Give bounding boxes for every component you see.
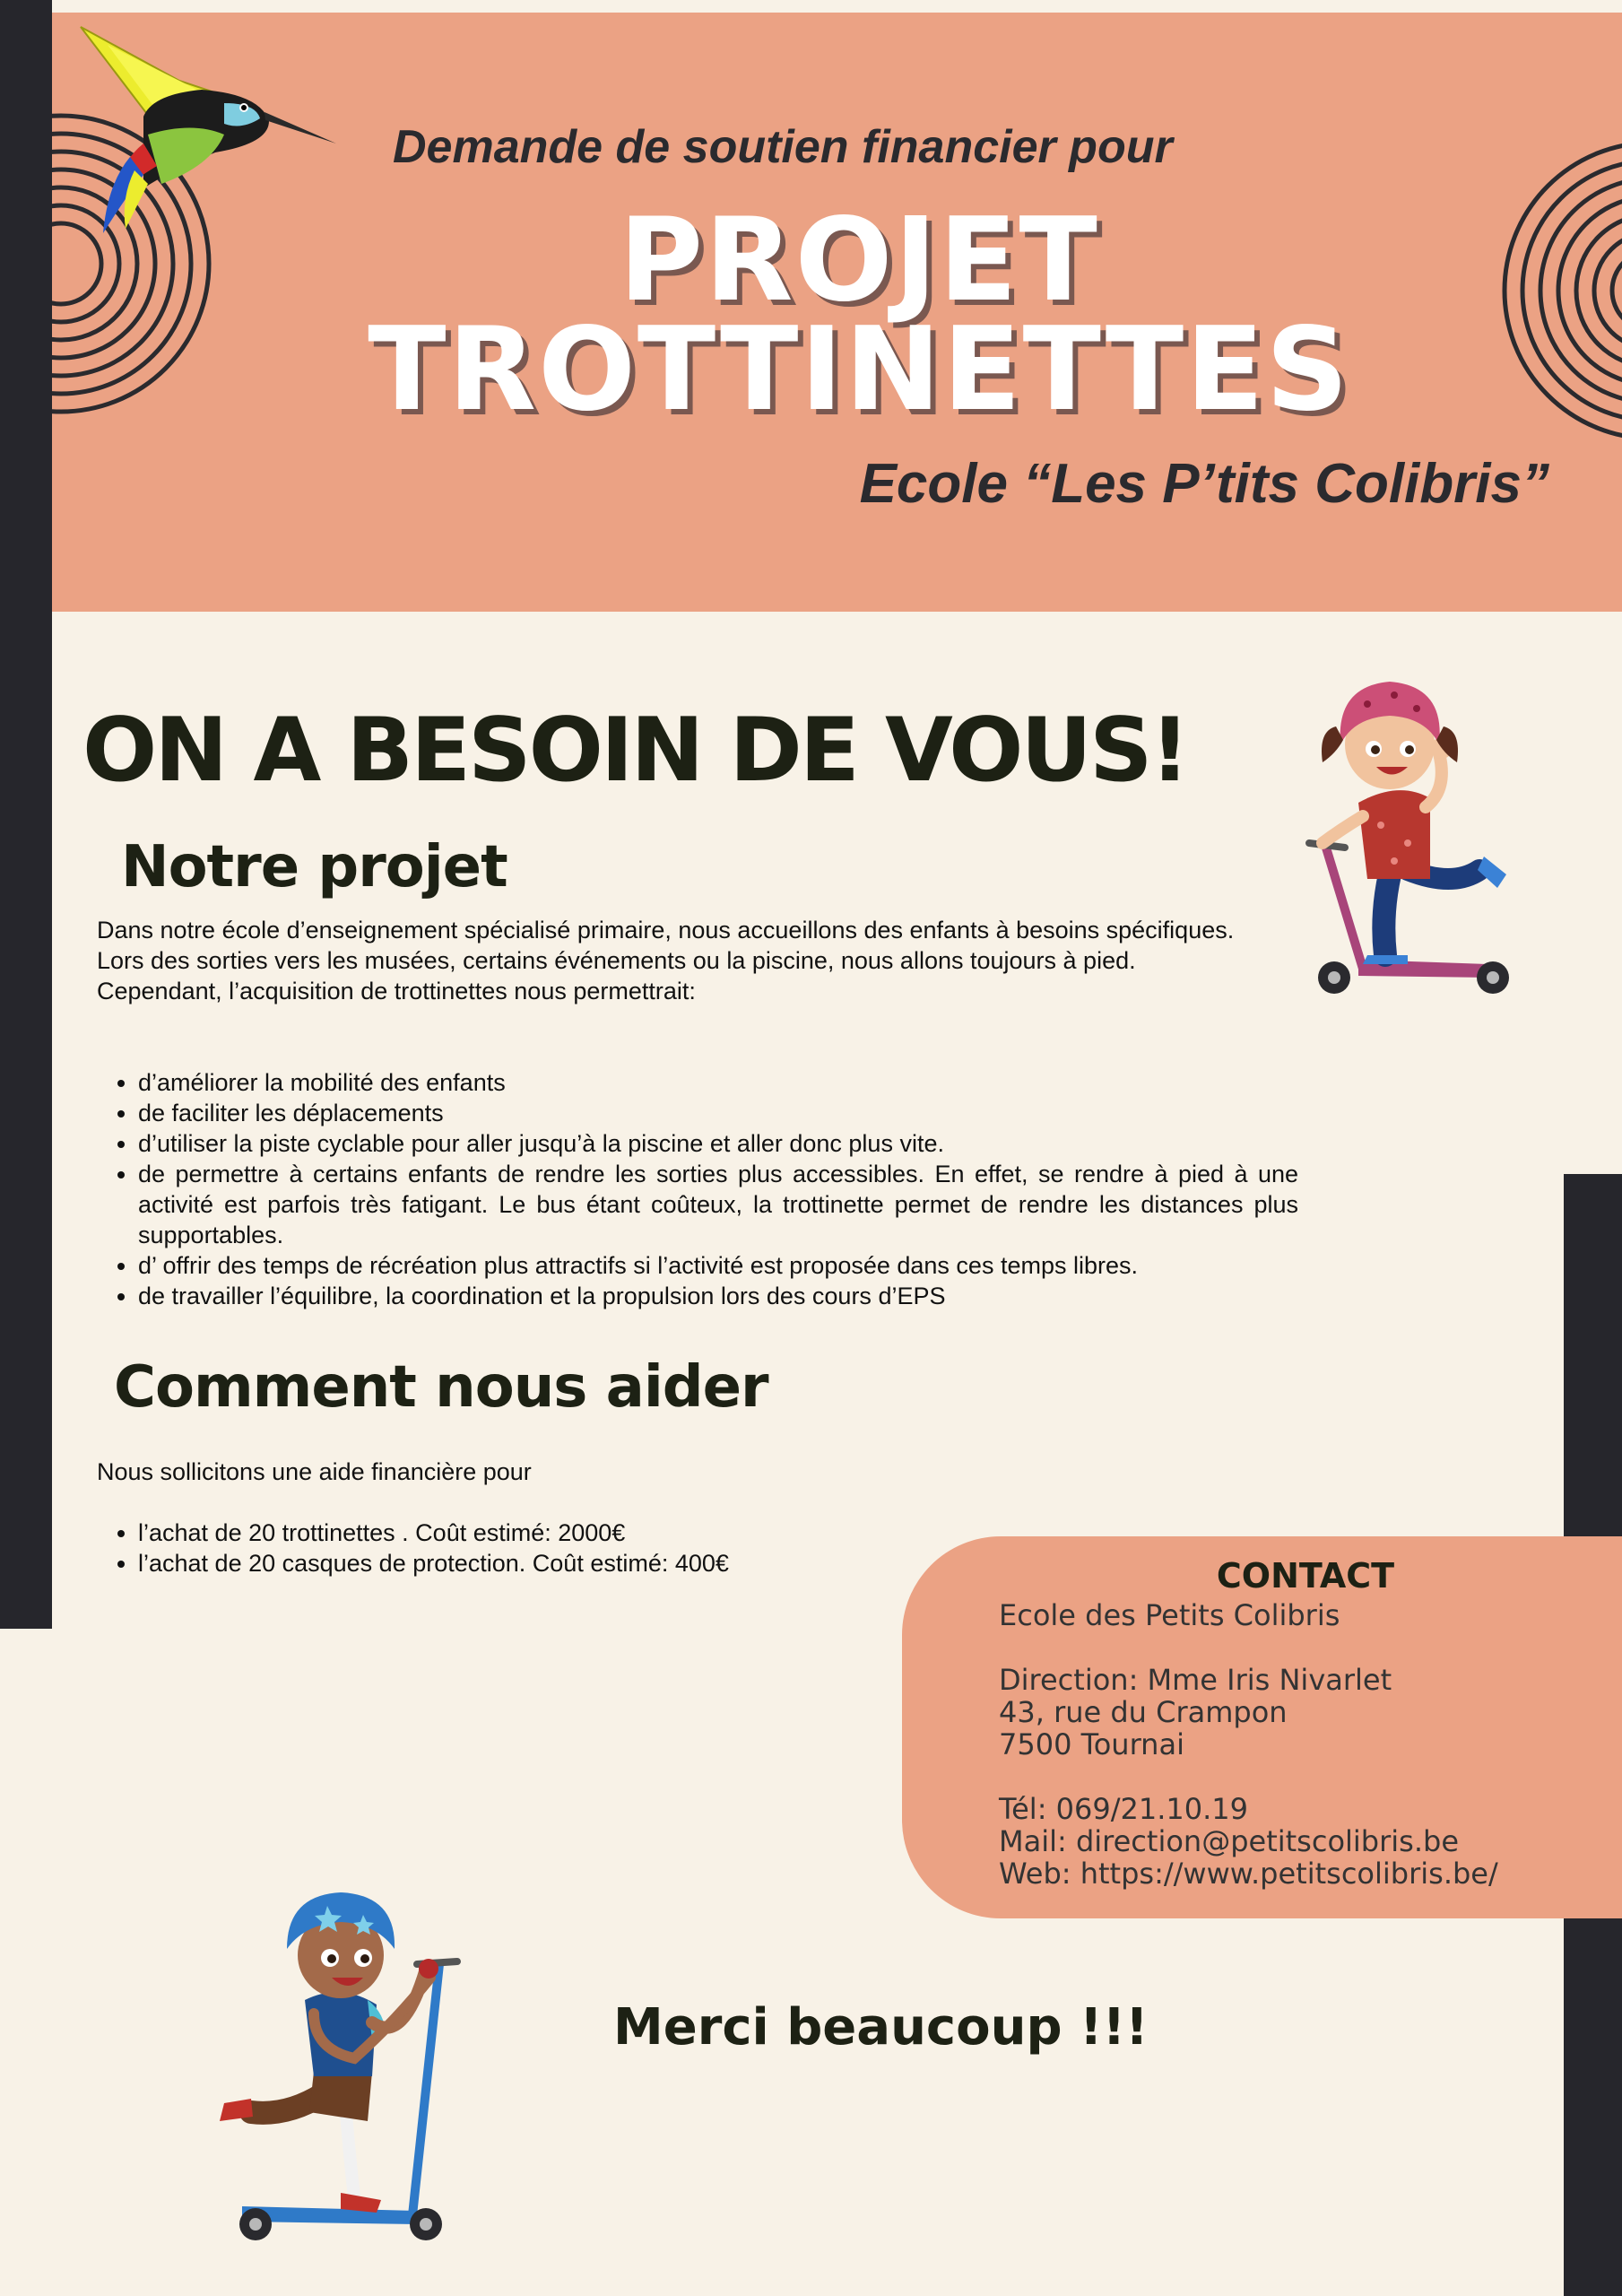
list-item: • de permettre à certains enfants de rendre les sorties plus accessibles. En effet, se rendre à pied à une activité est parfois très fatigant. Le bus étant coûteux, la trottinette permet de rendre les distances plus supportables. bbox=[138, 1159, 1298, 1250]
title-line-1: PROJET bbox=[619, 194, 1099, 327]
girl-scooter-illustration bbox=[1273, 655, 1542, 1004]
contact-web[interactable]: Web: https://www.petitscolibris.be/ bbox=[999, 1857, 1498, 1891]
boy-scooter-illustration bbox=[197, 1879, 493, 2247]
section-heading-project: Notre projet bbox=[121, 834, 507, 900]
intro-paragraph: Dans notre école d’enseignement spécialisé primaire, nous accueillons des enfants à besoins spécifiques. bbox=[97, 917, 1235, 944]
concentric-rings-right bbox=[1473, 120, 1622, 461]
header-kicker: Demande de soutien financier pour bbox=[393, 121, 1173, 173]
list-item: • l’achat de 20 trottinettes . Coût estimé: 2000€ bbox=[138, 1518, 993, 1548]
list-item: • d’ offrir des temps de récréation plus attractifs si l’activité est proposée dans ces temps libres. bbox=[138, 1250, 1298, 1281]
title-line-2: TROTTINETTES bbox=[368, 303, 1350, 437]
list-item: • de travailler l’équilibre, la coordination et la propulsion lors des cours d’EPS bbox=[138, 1281, 1298, 1311]
top-strip bbox=[0, 0, 1622, 13]
headline: ON A BESOIN DE VOUS! bbox=[82, 700, 1188, 802]
contact-mail[interactable]: Mail: direction@petitscolibris.be bbox=[999, 1824, 1459, 1858]
school-name: Ecole “Les P’tits Colibris” bbox=[859, 453, 1549, 515]
intro-paragraph: Lors des sorties vers les musées, certains événements ou la piscine, nous allons toujours à pied. bbox=[97, 947, 1136, 974]
help-list bbox=[97, 1518, 993, 1578]
contact-school: Ecole des Petits Colibris bbox=[999, 1598, 1340, 1632]
contact-direction: Direction: Mme Iris Nivarlet bbox=[999, 1663, 1392, 1697]
project-intro bbox=[97, 915, 1298, 1006]
benefits-list-container bbox=[97, 1067, 1298, 1311]
contact-title: CONTACT bbox=[1216, 1556, 1395, 1596]
list-item: • l’achat de 20 casques de protection. Coût estimé: 400€ bbox=[138, 1548, 993, 1578]
intro-paragraph: Cependant, l’acquisition de trottinettes nous permettrait: bbox=[97, 978, 696, 1004]
hummingbird-icon bbox=[45, 18, 341, 251]
left-frame-bar bbox=[0, 0, 52, 1629]
benefits-list bbox=[97, 1067, 1298, 1311]
contact-city: 7500 Tournai bbox=[999, 1727, 1184, 1761]
list-item: • d’améliorer la mobilité des enfants bbox=[138, 1067, 1298, 1098]
help-intro: Nous sollicitons une aide financière pour bbox=[97, 1458, 532, 1485]
contact-street: 43, rue du Crampon bbox=[999, 1695, 1288, 1729]
project-title bbox=[321, 194, 1397, 437]
contact-phone: Tél: 069/21.10.19 bbox=[999, 1792, 1248, 1826]
help-list-container bbox=[97, 1518, 993, 1578]
contact-box bbox=[902, 1536, 1622, 1918]
list-item: • d’utiliser la piste cyclable pour aller jusqu’à la piscine et aller donc plus vite. bbox=[138, 1128, 1298, 1159]
thanks-message: Merci beaucoup !!! bbox=[613, 1998, 1149, 2057]
list-item: • de faciliter les déplacements bbox=[138, 1098, 1298, 1128]
section-heading-help: Comment nous aider bbox=[114, 1354, 768, 1421]
contact-details bbox=[999, 1599, 1498, 1890]
